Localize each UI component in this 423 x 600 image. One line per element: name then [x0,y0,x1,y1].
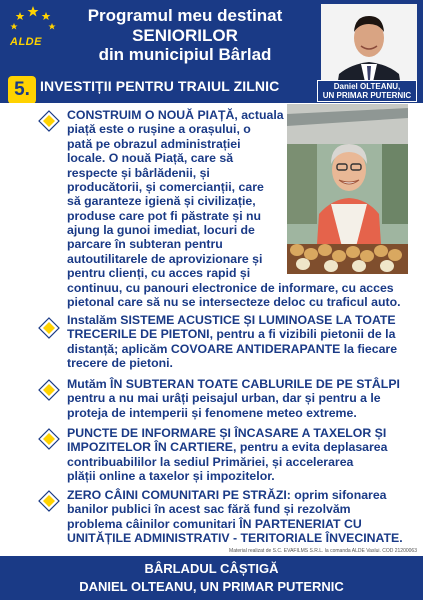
text-line: plății online a taxelor și impozitelor. [67,469,275,484]
list-item [0,313,423,373]
footer-banner [0,556,423,600]
title-line-1: Programul meu destinat [87,6,283,25]
title-line-2: SENIORILOR [132,25,238,45]
text-line: pată pe obrazul administrației [67,136,241,151]
item-text [67,488,417,546]
priority-road-sign-icon [38,379,60,401]
footer-line-1: BÂRLADUL CÂȘTIGĂ [144,561,279,576]
print-credit: Material realizat de S.C. EVAFILMS S.R.L. la comanda ALDE Vaslui. COD 21200063 [229,548,417,554]
text-line: produse care pot fi păstrate și nu [67,208,262,223]
text-line: ajung la gunoi imediat, locuri de [67,223,255,237]
text-line: distanță; aplicăm COVOARE ANTIDERAPANTE la fiecare [67,341,398,356]
text-line: pentru a nu mai urâți peisajul urban, dar și pentru a le [67,391,381,406]
priority-road-sign-icon [38,317,60,339]
text-line: problema câinilor comunitari ÎN PARTENERIAT CU [67,516,362,531]
item-text [67,426,417,484]
alde-logo-text: ALDE [10,36,42,48]
text-line: pietonal care să nu se intersecteze deloc cu traficul auto. [67,294,401,309]
text-line: autoutilitarele de aprovizionare și [67,251,263,266]
text-line: proteja de intemperii și fenomene meteo extreme. [67,405,357,420]
text-line: producătorii, și comercianții, care [67,179,264,194]
priority-road-sign-icon [38,110,60,132]
section-title: INVESTIȚII PENTRU TRAIUL ZILNIC [40,78,280,94]
text-line: trecere de pietoni. [67,356,173,371]
text-line: pentru clienți, cu acces rapid și [67,266,251,281]
text-line: să garanteze igienă și civilizație, [67,194,256,209]
text-line: piață este o rușine a orașului, o [67,122,251,137]
priority-road-sign-icon [38,490,60,512]
text-line: parcare în subteran pentru [67,237,223,252]
text-line: Mutăm ÎN SUBTERAN TOATE CABLURILE DE PE STÂLPI [67,377,400,391]
candidate-name: Daniel OLTEANU, [333,82,401,91]
candidate-name-badge [317,80,417,102]
priority-road-sign-icon [38,428,60,450]
section-number-badge: 5. [8,76,36,104]
text-line: continuu, cu panouri electronice de informare, cu acces [67,280,394,295]
footer-line-2: DANIEL OLTEANU, UN PRIMAR PUTERNIC [79,579,344,594]
list-item [0,377,423,422]
candidate-slogan: UN PRIMAR PUTERNIC [322,91,412,101]
poster-title [58,6,312,65]
item-text [67,108,417,309]
text-line: banilor publici în acest sac fără fund și rezolvăm [67,502,351,517]
text-line: ZERO CÂINI COMUNITARI PE STRĂZI: oprim sifonarea [67,488,387,502]
title-line-3: din municipiul Bârlad [98,45,272,65]
list-item [0,426,423,486]
text-line: UNITĂȚILE ADMINISTRATIV - TERITORIALE ÎNVECINATE. [67,531,403,546]
text-line: locale. O nouă Piață, care să [67,151,234,166]
text-line: PUNCTE DE INFORMARE ȘI ÎNCASARE A TAXELOR ȘI [67,426,387,440]
list-item [0,488,423,548]
text-line: IMPOZITELOR ÎN CARTIERE, pentru a evita deplasarea [67,440,388,455]
text-line: TRECERILE DE PIETONI, pentru a fi vizibili pietonii de la [67,327,396,342]
list-item [0,108,423,309]
text-line: respecte și bârlădenii, și [67,165,210,180]
header-banner [0,0,423,103]
text-line: Instalăm SISTEME ACUSTICE ȘI LUMINOASE LA TOATE [67,313,396,327]
item-text [67,377,417,420]
text-line: CONSTRUIM O NOUĂ PIAȚĂ, actuala [67,108,284,122]
item-text [67,313,417,371]
text-line: contribuabililor la sediul Primăriei, și accelerarea [67,454,354,469]
